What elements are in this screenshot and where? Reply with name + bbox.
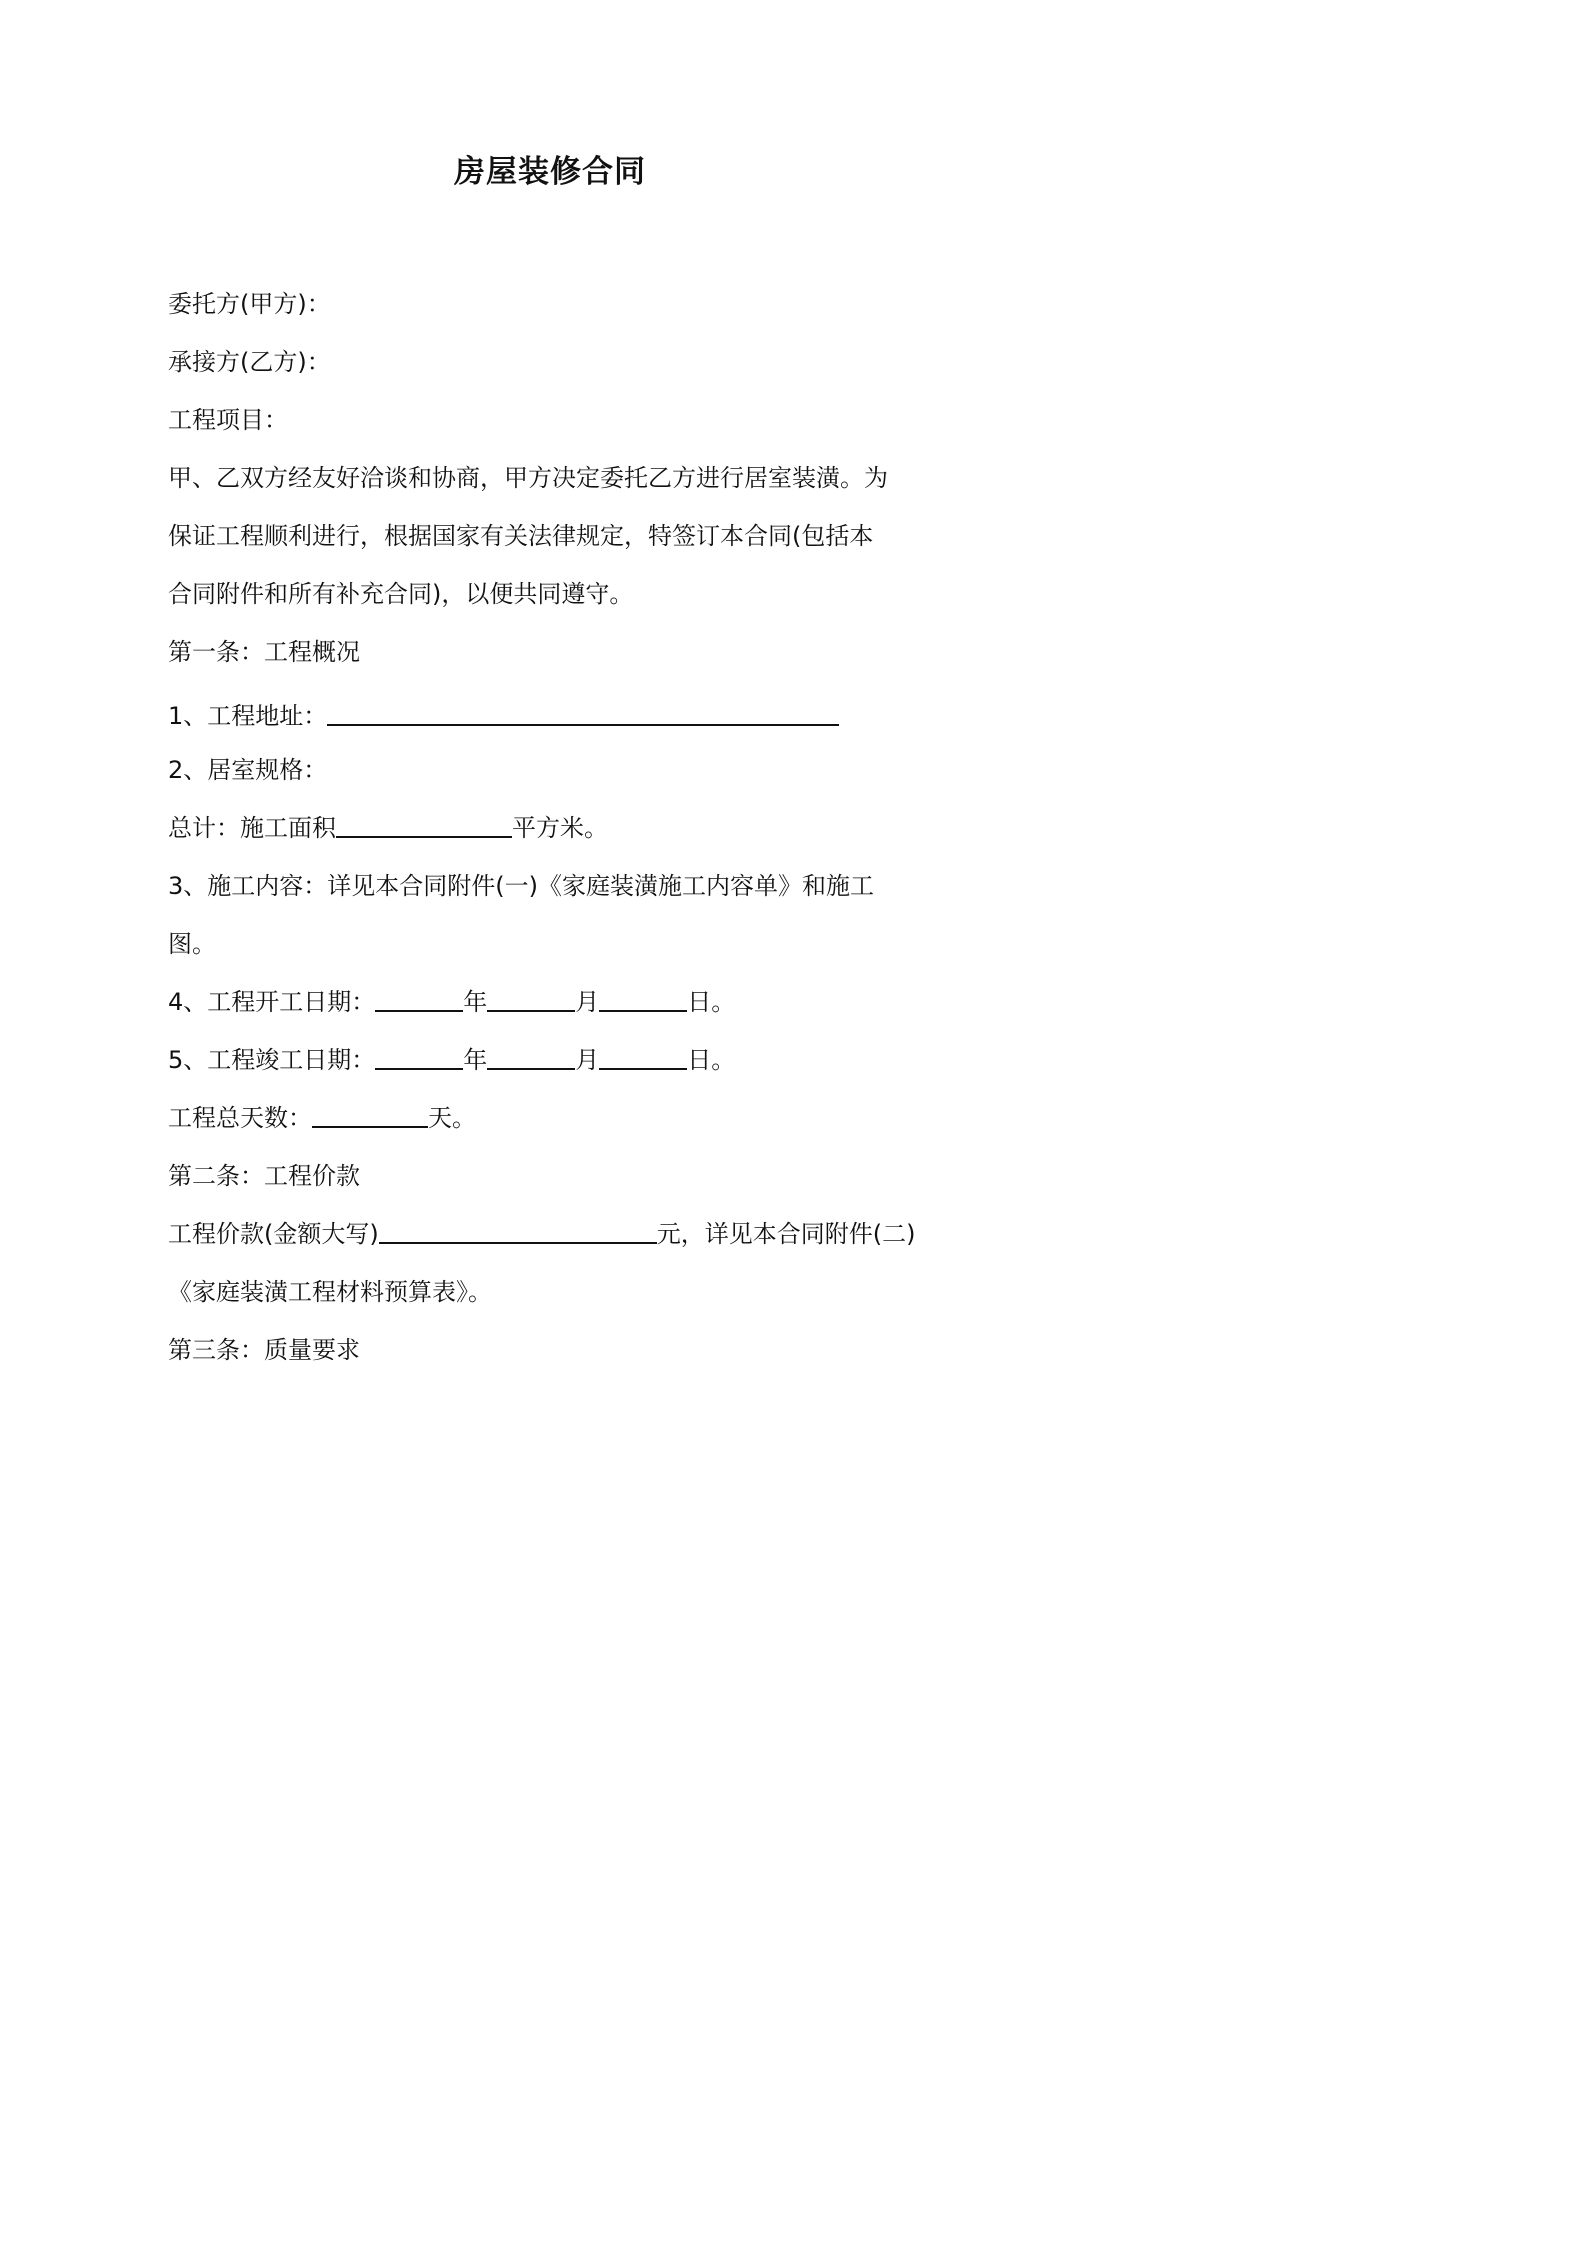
end-year-blank[interactable]	[375, 1046, 463, 1070]
area-label: 总计：施工面积	[168, 814, 336, 842]
total-days-line	[168, 1100, 948, 1136]
address-blank[interactable]	[327, 702, 839, 726]
end-month-text: 月	[575, 1046, 600, 1074]
area-unit: 平方米。	[512, 814, 608, 842]
intro-line-2: 保证工程顺利进行，根据国家有关法律规定，特签订本合同(包括本	[168, 522, 874, 550]
document-title: 房屋装修合同	[454, 154, 646, 190]
end-month-blank[interactable]	[487, 1046, 575, 1070]
address-label: 1、工程地址：	[168, 702, 328, 730]
total-days-unit: 天。	[428, 1104, 476, 1132]
spec-line: 2、居室规格：	[168, 756, 328, 784]
start-date-line	[168, 984, 948, 1020]
project-line: 工程项目：	[168, 406, 288, 434]
content-line-2: 图。	[168, 930, 216, 958]
total-days-blank[interactable]	[312, 1104, 428, 1128]
article-3-heading: 第三条：质量要求	[168, 1336, 360, 1364]
end-day-text: 日。	[687, 1046, 736, 1074]
total-days-label: 工程总天数：	[168, 1104, 312, 1132]
price-label: 工程价款(金额大写)	[168, 1220, 379, 1248]
end-day-blank[interactable]	[599, 1046, 687, 1070]
end-year-text: 年	[463, 1046, 488, 1074]
start-day-blank[interactable]	[599, 988, 687, 1012]
article-1-heading: 第一条：工程概况	[168, 638, 360, 666]
start-date-label: 4、工程开工日期：	[168, 988, 376, 1016]
start-year-text: 年	[463, 988, 488, 1016]
client-line: 委托方(甲方)：	[168, 290, 331, 318]
start-day-text: 日。	[687, 988, 736, 1016]
intro-line-1: 甲、乙双方经友好洽谈和协商，甲方决定委托乙方进行居室装潢。为	[168, 464, 888, 492]
area-line	[168, 810, 948, 846]
intro-line-3: 合同附件和所有补充合同)，以便共同遵守。	[168, 580, 634, 608]
start-month-blank[interactable]	[487, 988, 575, 1012]
article-2-heading: 第二条：工程价款	[168, 1162, 360, 1190]
document-page	[0, 0, 1100, 1555]
price-suffix: 元，详见本合同附件(二)	[656, 1220, 916, 1248]
start-month-text: 月	[575, 988, 600, 1016]
price-line-2: 《家庭装潢工程材料预算表》。	[168, 1278, 492, 1306]
price-line	[168, 1216, 948, 1252]
area-blank[interactable]	[336, 814, 512, 838]
address-line	[168, 698, 948, 734]
end-date-label: 5、工程竣工日期：	[168, 1046, 376, 1074]
end-date-line	[168, 1042, 948, 1078]
start-year-blank[interactable]	[375, 988, 463, 1012]
content-line-1: 3、施工内容：详见本合同附件(一)《家庭装潢施工内容单》和施工	[168, 872, 874, 900]
contractor-line: 承接方(乙方)：	[168, 348, 331, 376]
price-blank[interactable]	[379, 1220, 657, 1244]
